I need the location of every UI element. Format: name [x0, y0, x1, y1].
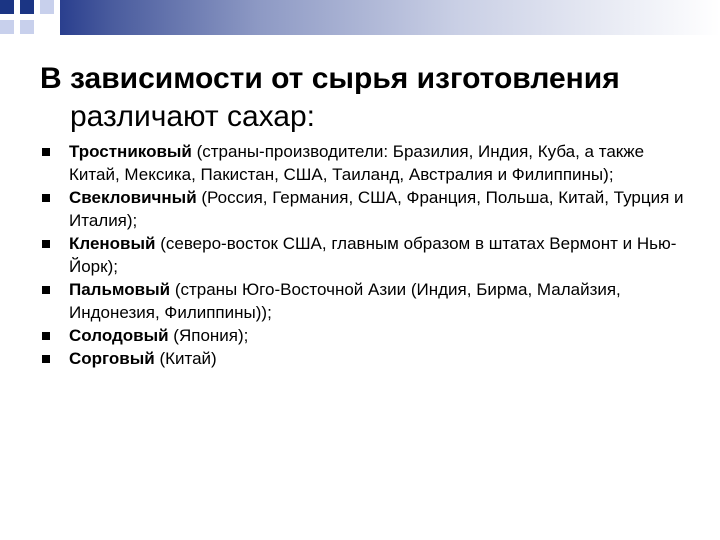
item-details: (страны-производители: Бразилия, Индия, Куба, а также Китай, Мексика, Пакистан, США, Таиланд, Австралия и Филиппины); — [69, 142, 645, 184]
square-bullet-icon — [42, 286, 50, 294]
item-details: (Япония); — [168, 326, 249, 345]
item-details: (северо-восток США, главным образом в штатах Вермонт и Нью-Йорк); — [69, 234, 677, 276]
decor-gradient-bar — [60, 0, 720, 35]
decor-square-dark — [20, 0, 34, 14]
list-item — [38, 186, 688, 232]
item-name: Сорговый — [69, 349, 155, 368]
decor-square-light — [20, 20, 34, 34]
item-name: Солодовый — [69, 326, 169, 345]
list-item — [38, 347, 688, 370]
square-bullet-icon — [42, 194, 50, 202]
slide-title — [40, 60, 700, 136]
decor-square-dark — [0, 0, 14, 14]
item-name: Тростниковый — [69, 142, 192, 161]
list-item — [38, 232, 688, 278]
square-bullet-icon — [42, 355, 50, 363]
item-details: (страны Юго-Восточной Азии (Индия, Бирма, Малайзия, Индонезия, Филиппины)); — [69, 280, 621, 322]
decor-square-light — [0, 20, 14, 34]
item-details: (Китай) — [154, 349, 217, 368]
slide-title-line2: различают сахар: — [70, 100, 315, 133]
square-bullet-icon — [42, 332, 50, 340]
item-name: Свекловичный — [69, 188, 197, 207]
header-decoration — [0, 0, 720, 40]
sugar-types-list — [38, 140, 688, 370]
decor-square-light — [40, 0, 54, 14]
list-item — [38, 278, 688, 324]
list-item — [38, 324, 688, 347]
slide-title-line1: В зависимости от сырья изготовления — [40, 62, 620, 95]
item-details: (Россия, Германия, США, Франция, Польша, Китай, Турция и Италия); — [69, 188, 684, 230]
square-bullet-icon — [42, 148, 50, 156]
item-name: Пальмовый — [69, 280, 171, 299]
square-bullet-icon — [42, 240, 50, 248]
list-item — [38, 140, 688, 186]
item-name: Кленовый — [69, 234, 156, 253]
